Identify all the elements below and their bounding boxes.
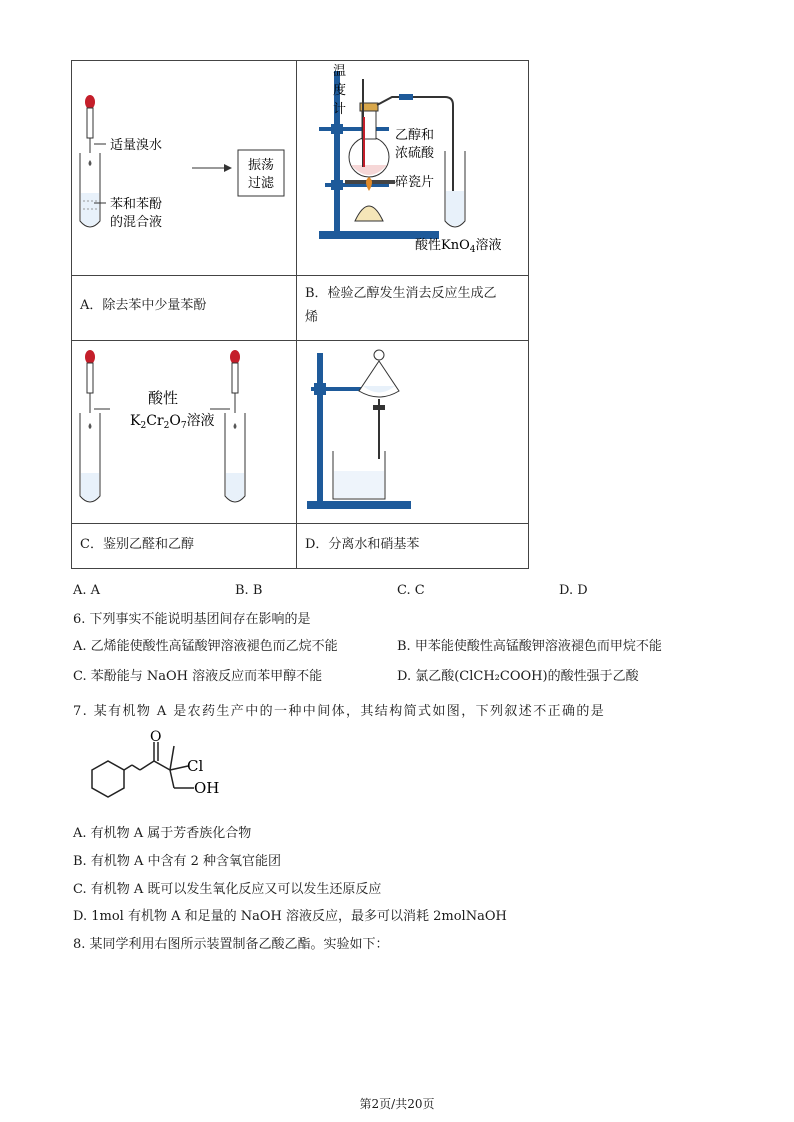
label-filter: 过滤: [248, 176, 275, 191]
struct-oh: OH: [194, 779, 220, 797]
q7-option-c: C. 有机物 A 既可以发生氧化反应又可以发生还原反应: [73, 882, 382, 897]
page-footer: 第2页/共20页: [359, 1097, 435, 1111]
label-thermo-1: 温: [333, 64, 347, 79]
q6-option-b: B. 甲苯能使酸性高锰酸钾溶液褪色而甲烷不能: [397, 639, 662, 654]
q6-option-d: D. 氯乙酸(ClCH₂COOH)的酸性强于乙酸: [397, 669, 639, 684]
label-flask-2: 浓硫酸: [395, 146, 435, 161]
label-mixture-2: 的混合液: [110, 215, 163, 230]
figure-c: [72, 341, 296, 519]
caption-b: [297, 276, 528, 336]
struct-cl: Cl: [187, 757, 204, 775]
q7-option-b: B. 有机物 A 中含有 2 种含氧官能团: [73, 854, 282, 869]
struct-carbonyl-o: O: [150, 729, 162, 745]
q5-option-b: B. B: [235, 583, 263, 598]
cell-b-figure: [297, 61, 529, 276]
cell-a-caption: [72, 276, 297, 341]
label-solution-b: 酸性KnO$_4$溶液: [415, 238, 502, 255]
label-flask-1: 乙醇和: [395, 128, 435, 143]
caption-c: C．鉴别乙醛和乙醇: [80, 537, 194, 552]
cell-d-caption: [297, 524, 529, 569]
caption-b-line1: B．检验乙醇发生消去反应生成乙: [305, 286, 497, 301]
q6-option-a: A. 乙烯能使酸性高锰酸钾溶液褪色而乙烷不能: [73, 639, 338, 654]
apparatus-table: [71, 60, 529, 569]
label-reagent-a: 适量溴水: [110, 138, 163, 153]
q7-option-a: A. 有机物 A 属于芳香族化合物: [73, 826, 252, 841]
caption-b-line2: 烯: [305, 310, 319, 325]
caption-d: D．分离水和硝基苯: [305, 537, 420, 552]
cell-a-figure: [72, 61, 297, 276]
q6-option-c: C. 苯酚能与 NaOH 溶液反应而苯甲醇不能: [73, 669, 323, 684]
caption-a: A．除去苯中少量苯酚: [80, 298, 207, 313]
figure-a: [72, 61, 296, 271]
cell-d-figure: [297, 341, 529, 524]
q7-stem: 7. 某有机物 A 是农药生产中的一种中间体，其结构简式如图，下列叙述不正确的是: [73, 704, 606, 719]
q7-option-d: D. 1mol 有机物 A 和足量的 NaOH 溶液反应，最多可以消耗 2molNaOH: [73, 909, 507, 924]
cell-c-caption: [72, 524, 297, 569]
label-acid: 酸性: [148, 389, 179, 407]
figure-d: [297, 341, 528, 519]
cell-c-figure: [72, 341, 297, 524]
cell-b-caption: [297, 276, 529, 341]
label-chips: 碎瓷片: [395, 175, 435, 190]
q5-option-a: A. A: [73, 583, 101, 598]
q5-option-c: C. C: [397, 583, 425, 598]
q8-stem: 8. 某同学利用右图所示装置制备乙酸乙酯。实验如下：: [73, 937, 389, 952]
q6-stem: 6. 下列事实不能说明基团间存在影响的是: [73, 612, 311, 627]
label-mixture-1: 苯和苯酚: [110, 197, 163, 212]
figure-b: [297, 61, 528, 271]
q7-structure: [70, 728, 250, 810]
label-reagent-c: $K_2Cr_2O_7$溶液: [130, 413, 215, 431]
label-thermo-3: 计: [333, 102, 347, 117]
q5-option-d: D. D: [559, 583, 588, 598]
label-shake: 振荡: [248, 158, 275, 173]
label-thermo-2: 度: [333, 83, 347, 98]
